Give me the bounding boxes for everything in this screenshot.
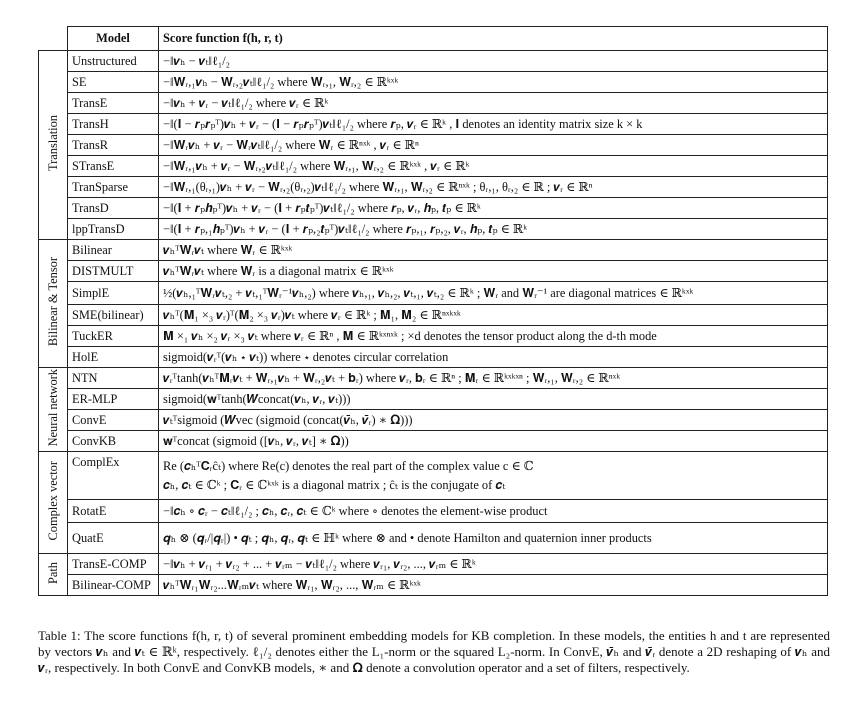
- model-cell: RotatE: [68, 500, 159, 523]
- table-row: [39, 93, 828, 114]
- model-cell: STransE: [68, 156, 159, 177]
- header-model: Model: [68, 27, 159, 51]
- score-cell: −‖𝐖ᵣ,₁𝒗ₕ − 𝐖ᵣ,₂𝒗ₜ‖ℓ₁/₂ where 𝐖ᵣ,₁, 𝐖ᵣ,₂ ∈ ℝᵏˣᵏ: [159, 72, 828, 93]
- table-row: [39, 51, 828, 72]
- table-row: [39, 261, 828, 282]
- score-cell: 𝒒ₕ ⊗ (𝒒ᵣ/|𝒒ᵣ|) • 𝒒ₜ ; 𝒒ₕ, 𝒒ᵣ, 𝒒ₜ ∈ ℍᵏ where ⊗ and • denote Hamilton and quaternion inner products: [159, 523, 828, 554]
- score-cell: 𝐌 ×₁ 𝒗ₕ ×₂ 𝒗ᵣ ×₃ 𝒗ₜ where 𝒗ᵣ ∈ ℝⁿ , 𝐌 ∈ ℝᵏˣⁿˣᵏ ; ×d denotes the tensor product along the d-th mode: [159, 326, 828, 347]
- score-cell: −‖(𝐈 + 𝒓ₚ,₁𝒉ₚᵀ)𝒗ₕ + 𝒗ᵣ − (𝐈 + 𝒓ₚ,₂𝒕ₚᵀ)𝒗ₜ‖ℓ₁/₂ where 𝒓ₚ,₁, 𝒓ₚ,₂, 𝒗ᵣ, 𝒉ₚ, 𝒕ₚ ∈ ℝᵏ: [159, 219, 828, 240]
- model-cell: lppTransD: [68, 219, 159, 240]
- table-row: [39, 156, 828, 177]
- table-row: [39, 389, 828, 410]
- table-row: [39, 282, 828, 305]
- model-cell: TransE-COMP: [68, 554, 159, 575]
- score-cell: −‖𝒗ₕ + 𝒗ᵣ − 𝒗ₜ‖ℓ₁/₂ where 𝒗ᵣ ∈ ℝᵏ: [159, 93, 828, 114]
- score-cell: −‖𝒗ₕ + 𝒗ᵣ₁ + 𝒗ᵣ₂ + ... + 𝒗ᵣₘ − 𝒗ₜ‖ℓ₁/₂ where 𝒗ᵣ₁, 𝒗ᵣ₂, ..., 𝒗ᵣₘ ∈ ℝᵏ: [159, 554, 828, 575]
- table-caption: Table 1: The score functions f(h, r, t) of several prominent embedding models for KB completion. In these models, the entities h and t are represented by vectors 𝒗ₕ and 𝒗ₜ ∈ ℝᵏ, respectively. ℓ₁/₂ denotes either the L₁-norm or the squared L₂-norm. In ConvE, 𝒗̄ₕ and 𝒗̄ᵣ denote a 2D reshaping of 𝒗ₕ and 𝒗ᵣ, respectively. In both ConvE and ConvKB models, ∗ and 𝛀 denote a convolution operator and a set of filters, respectively.: [38, 628, 830, 676]
- table-row: [39, 575, 828, 596]
- table-row: [39, 431, 828, 452]
- score-cell: Re (𝒄ₕᵀ𝐂ᵣĉₜ) where Re(c) denotes the real part of the complex value c ∈ ℂ 𝒄ₕ, 𝒄ₜ ∈ ℂᵏ ; 𝐂ᵣ ∈ ℂᵏˣᵏ is a diagonal matrix ; ĉₜ is the conjugate of 𝒄ₜ: [159, 452, 828, 500]
- score-cell: −‖𝒄ₕ ∘ 𝒄ᵣ − 𝒄ₜ‖ℓ₁/₂ ; 𝒄ₕ, 𝒄ᵣ, 𝒄ₜ ∈ ℂᵏ where ∘ denotes the element-wise product: [159, 500, 828, 523]
- score-cell: −‖𝐖ᵣ𝒗ₕ + 𝒗ᵣ − 𝐖ᵣ𝒗ₜ‖ℓ₁/₂ where 𝐖ᵣ ∈ ℝⁿˣᵏ , 𝒗ᵣ ∈ ℝⁿ: [159, 135, 828, 156]
- score-cell: −‖𝐖ᵣ,₁(θᵣ,₁)𝒗ₕ + 𝒗ᵣ − 𝐖ᵣ,₂(θᵣ,₂)𝒗ₜ‖ℓ₁/₂ where 𝐖ᵣ,₁, 𝐖ᵣ,₂ ∈ ℝⁿˣᵏ ; θᵣ,₁, θᵣ,₂ ∈ ℝ ; 𝒗ᵣ ∈ ℝⁿ: [159, 177, 828, 198]
- model-cell: QuatE: [68, 523, 159, 554]
- score-cell: sigmoid(𝒗ᵣᵀ(𝒗ₕ ⋆ 𝒗ₜ)) where ⋆ denotes circular correlation: [159, 347, 828, 368]
- table-row: [39, 305, 828, 326]
- score-cell: −‖(𝐈 − 𝒓ₚ𝒓ₚᵀ)𝒗ₕ + 𝒗ᵣ − (𝐈 − 𝒓ₚ𝒓ₚᵀ)𝒗ₜ‖ℓ₁/₂ where 𝒓ₚ, 𝒗ᵣ ∈ ℝᵏ , 𝐈 denotes an identity matrix size k × k: [159, 114, 828, 135]
- table-row: [39, 500, 828, 523]
- model-cell: TransH: [68, 114, 159, 135]
- score-function-table: [38, 26, 828, 596]
- model-cell: TransD: [68, 198, 159, 219]
- score-cell: −‖𝒗ₕ − 𝒗ₜ‖ℓ₁/₂: [159, 51, 828, 72]
- table-row: [39, 240, 828, 261]
- group-path: Path: [39, 554, 68, 596]
- model-cell: ER-MLP: [68, 389, 159, 410]
- model-cell: HolE: [68, 347, 159, 368]
- group-neural-network: Neural network: [39, 368, 68, 452]
- table-row: [39, 198, 828, 219]
- table-row: [39, 114, 828, 135]
- model-cell: TransR: [68, 135, 159, 156]
- table-row: [39, 177, 828, 198]
- table-row: [39, 452, 828, 500]
- table-row: [39, 347, 828, 368]
- score-cell: sigmoid(𝐰ᵀtanh(𝑾concat(𝒗ₕ, 𝒗ᵣ, 𝒗ₜ))): [159, 389, 828, 410]
- model-cell: SimplE: [68, 282, 159, 305]
- model-cell: NTN: [68, 368, 159, 389]
- model-cell: ConvKB: [68, 431, 159, 452]
- model-cell: SE: [68, 72, 159, 93]
- score-cell: 𝒗ₕᵀ𝐖ᵣ𝒗ₜ where 𝐖ᵣ is a diagonal matrix ∈ ℝᵏˣᵏ: [159, 261, 828, 282]
- group-bilinear-tensor: Bilinear & Tensor: [39, 240, 68, 368]
- table-row: [39, 72, 828, 93]
- score-cell: 𝐰ᵀconcat (sigmoid ([𝒗ₕ, 𝒗ᵣ, 𝒗ₜ] ∗ 𝛀)): [159, 431, 828, 452]
- table-row: [39, 554, 828, 575]
- group-translation: Translation: [39, 51, 68, 240]
- table-row: [39, 410, 828, 431]
- table-row: [39, 523, 828, 554]
- score-cell: 𝒗ₕᵀ(𝐌₁ ×₃ 𝒗ᵣ)ᵀ(𝐌₂ ×₃ 𝒗ᵣ)𝒗ₜ where 𝒗ᵣ ∈ ℝᵏ ; 𝐌₁, 𝐌₂ ∈ ℝⁿˣᵏˣᵏ: [159, 305, 828, 326]
- score-cell: 𝒗ᵣᵀtanh(𝒗ₕᵀ𝐌ᵣ𝒗ₜ + 𝐖ᵣ,₁𝒗ₕ + 𝐖ᵣ,₂𝒗ₜ + 𝐛ᵣ) where 𝒗ᵣ, 𝐛ᵣ ∈ ℝⁿ ; 𝐌ᵣ ∈ ℝᵏˣᵏˣⁿ ; 𝐖ᵣ,₁, 𝐖ᵣ,₂ ∈ ℝⁿˣᵏ: [159, 368, 828, 389]
- model-cell: ComplEx: [68, 452, 159, 500]
- table-row: [39, 368, 828, 389]
- table-header-row: [39, 27, 828, 51]
- table-row: [39, 135, 828, 156]
- score-cell: ½(𝒗ₕ,₁ᵀ𝐖ᵣ𝒗ₜ,₂ + 𝒗ₜ,₁ᵀ𝐖ᵣ⁻¹𝒗ₕ,₂) where 𝒗ₕ,₁, 𝒗ₕ,₂, 𝒗ₜ,₁, 𝒗ₜ,₂ ∈ ℝᵏ ; 𝐖ᵣ and 𝐖ᵣ⁻¹ are diagonal matrices ∈ ℝᵏˣᵏ: [159, 282, 828, 305]
- score-cell: −‖𝐖ᵣ,₁𝒗ₕ + 𝒗ᵣ − 𝐖ᵣ,₂𝒗ₜ‖ℓ₁/₂ where 𝐖ᵣ,₁, 𝐖ᵣ,₂ ∈ ℝᵏˣᵏ , 𝒗ᵣ ∈ ℝᵏ: [159, 156, 828, 177]
- score-cell: 𝒗ₕᵀ𝐖ᵣ𝒗ₜ where 𝐖ᵣ ∈ ℝᵏˣᵏ: [159, 240, 828, 261]
- table-row: [39, 219, 828, 240]
- model-cell: DISTMULT: [68, 261, 159, 282]
- score-cell: −‖(𝐈 + 𝒓ₚ𝒉ₚᵀ)𝒗ₕ + 𝒗ᵣ − (𝐈 + 𝒓ₚ𝒕ₚᵀ)𝒗ₜ‖ℓ₁/₂ where 𝒓ₚ, 𝒗ᵣ, 𝒉ₚ, 𝒕ₚ ∈ ℝᵏ: [159, 198, 828, 219]
- score-cell: 𝒗ₜᵀsigmoid (𝑾vec (sigmoid (concat(𝒗̄ₕ, 𝒗̄ᵣ) ∗ 𝛀))): [159, 410, 828, 431]
- group-complex-vector: Complex vector: [39, 452, 68, 554]
- model-cell: ConvE: [68, 410, 159, 431]
- model-cell: SME(bilinear): [68, 305, 159, 326]
- model-cell: Bilinear-COMP: [68, 575, 159, 596]
- model-cell: TuckER: [68, 326, 159, 347]
- model-cell: Bilinear: [68, 240, 159, 261]
- header-score: Score function f(h, r, t): [159, 27, 828, 51]
- table-row: [39, 326, 828, 347]
- model-cell: Unstructured: [68, 51, 159, 72]
- model-cell: TranSparse: [68, 177, 159, 198]
- score-cell: 𝒗ₕᵀ𝐖ᵣ₁𝐖ᵣ₂...𝐖ᵣₘ𝒗ₜ where 𝐖ᵣ₁, 𝐖ᵣ₂, ..., 𝐖ᵣₘ ∈ ℝᵏˣᵏ: [159, 575, 828, 596]
- model-cell: TransE: [68, 93, 159, 114]
